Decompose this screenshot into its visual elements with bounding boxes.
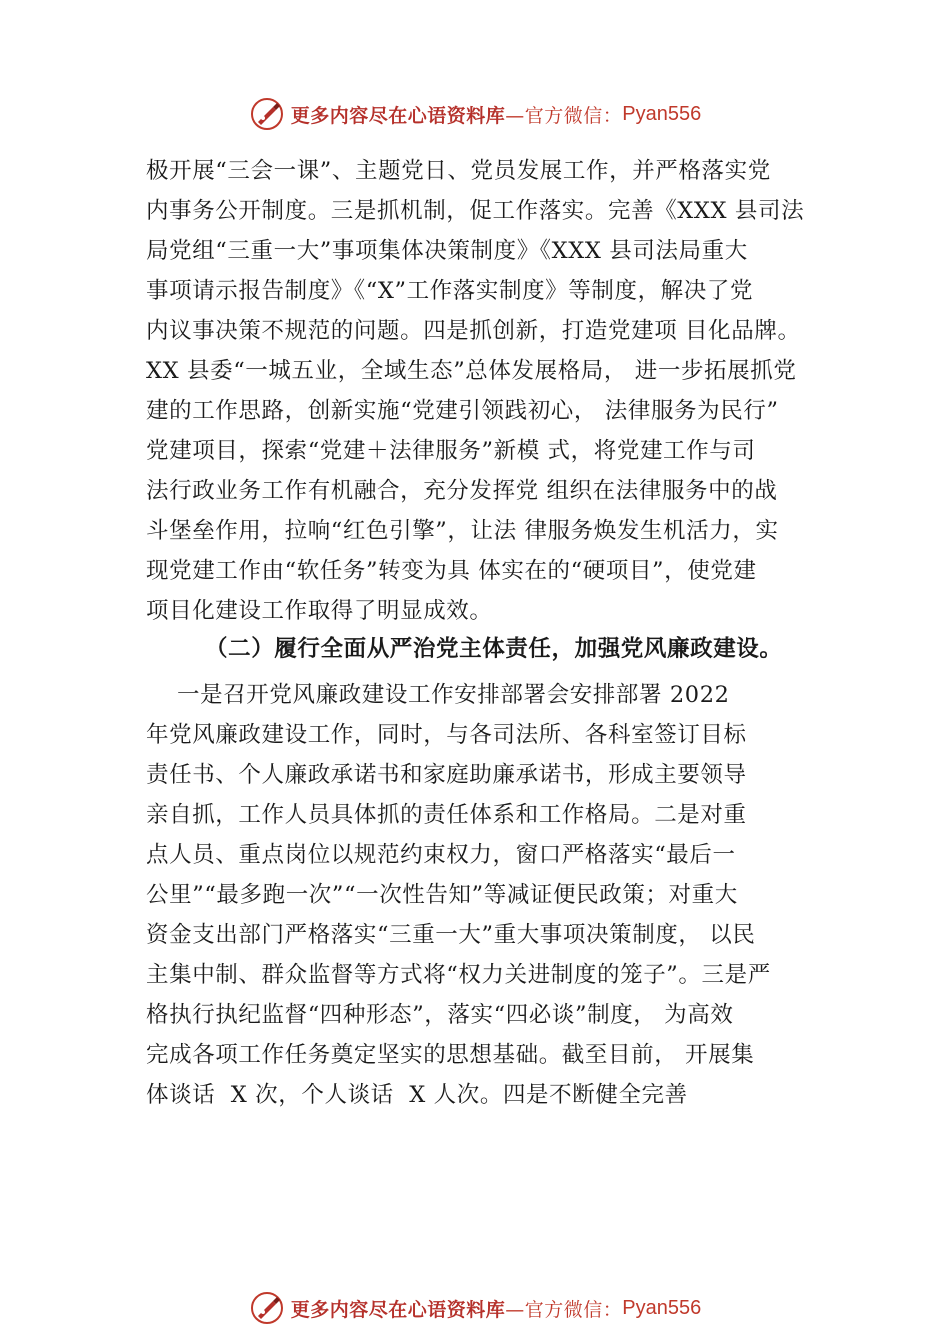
header-banner <box>0 92 950 136</box>
banner-main-text: 更多内容尽在心语资料库 <box>290 104 506 127</box>
body-line: 法行政业务工作有机融合，充分发挥党 组织在法律服务中的战 <box>146 478 778 504</box>
banner-wechat-id: Pyan556 <box>622 1296 702 1319</box>
banner-wechat-id: Pyan556 <box>622 102 702 125</box>
body-line: 一是召开党风廉政建设工作安排部署会安排部署 2022 <box>146 682 730 708</box>
body-line: 局党组“三重一大”事项集体决策制度》《XXX 县司法局重大 <box>146 238 748 264</box>
body-line: 现党建工作由“软任务”转变为具 体实在的“硬项目”，使党建 <box>146 558 757 584</box>
body-line: 内议事决策不规范的问题。四是抓创新，打造党建项 目化品牌。 <box>146 318 801 344</box>
body-line: 体谈话 X 次，个人谈话 X 人次。四是不断健全完善 <box>146 1082 688 1108</box>
banner-sub-text: —官方微信： <box>505 1298 623 1321</box>
body-line: 主集中制、群众监督等方式将“权力关进制度的笼子”。三是严 <box>146 962 771 988</box>
pen-nib-logo-icon <box>249 96 285 132</box>
body-line: 资金支出部门严格落实“三重一大”重大事项决策制度， 以民 <box>146 922 756 948</box>
body-line: 点人员、重点岗位以规范约束权力，窗口严格落实“最后一 <box>146 842 736 868</box>
body-line: 责任书、个人廉政承诺书和家庭助廉承诺书，形成主要领导 <box>146 762 747 788</box>
body-line: XX 县委“一城五业，全域生态”总体发展格局， 进一步拓展抓党 <box>146 358 797 384</box>
body-line: 事项请示报告制度》《“X”工作落实制度》等制度，解决了党 <box>146 278 754 304</box>
banner-main-text: 更多内容尽在心语资料库 <box>290 1298 506 1321</box>
body-line: 年党风廉政建设工作，同时，与各司法所、各科室签订目标 <box>146 722 747 748</box>
body-line: 格执行执纪监督“四种形态”，落实“四必谈”制度， 为高效 <box>146 1002 734 1028</box>
body-line: 极开展“三会一课”、主题党日、党员发展工作，并严格落实党 <box>146 158 771 184</box>
footer-banner <box>0 1286 950 1330</box>
body-line: 党建项目，探索“党建＋法律服务”新模 式，将党建工作与司 <box>146 438 756 464</box>
banner-sub-text: —官方微信： <box>505 104 623 127</box>
section-heading: （二）履行全面从严治党主体责任，加强党风廉政建设。 <box>205 636 783 662</box>
pen-nib-logo-icon <box>249 1290 285 1326</box>
body-line: 公里”“最多跑一次”“一次性告知”等减证便民政策；对重大 <box>146 882 738 908</box>
body-line: 完成各项工作任务奠定坚实的思想基础。截至目前， 开展集 <box>146 1042 755 1068</box>
body-line: 建的工作思路，创新实施“党建引领践初心， 法律服务为民行” <box>146 398 779 424</box>
body-line: 亲自抓，工作人员具体抓的责任体系和工作格局。二是对重 <box>146 802 747 828</box>
body-line: 内事务公开制度。三是抓机制，促工作落实。完善《XXX 县司法 <box>146 198 805 224</box>
body-line: 项目化建设工作取得了明显成效。 <box>146 598 493 624</box>
body-line: 斗堡垒作用，拉响“红色引擎”，让法 律服务焕发生机活力，实 <box>146 518 779 544</box>
